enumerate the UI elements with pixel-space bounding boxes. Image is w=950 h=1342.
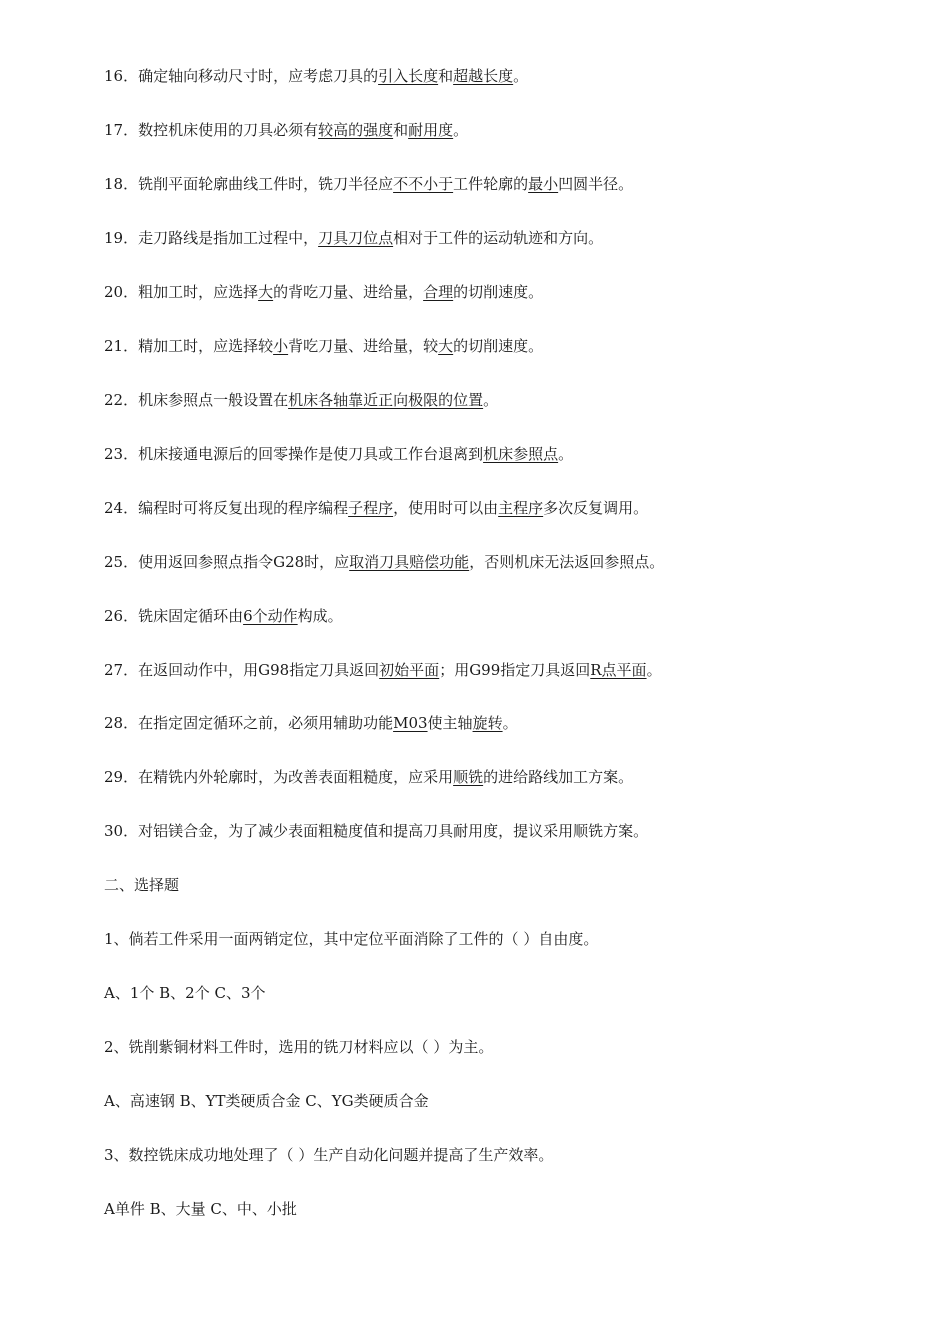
text-segment: 29．在精铣内外轮廓时，为改善表面粗糙度，应采用 [104,768,454,786]
fill-item-16 [104,66,920,86]
fill-item-26 [104,606,920,626]
text-segment: 的切削速度。 [453,337,544,355]
text-segment: 23．机床接通电源后的回零操作是使刀具或工作台退离到 [104,445,484,463]
text-segment: 的进给路线加工方案。 [483,768,634,786]
fill-item-30 [104,821,920,841]
text-segment: 20．粗加工时，应选择 [104,283,259,301]
text-segment: 27．在返回动作中，用G98指定刀具返回 [104,661,380,679]
answer-underlined: M03 [393,714,428,732]
fill-item-17 [104,120,920,140]
text-segment: 22．机床参照点一般设置在 [104,391,289,409]
fill-item-21 [104,336,920,356]
text-segment: 17．数控机床使用的刀具必须有 [104,121,319,139]
text-segment: 。 [453,121,469,139]
fill-item-23 [104,444,920,464]
text-segment: 和 [393,121,409,139]
answer-underlined: 刀具刀位点 [318,229,394,247]
answer-underlined: 合理 [423,283,454,301]
answer-underlined: 旋转 [472,714,503,732]
fill-item-20 [104,282,920,302]
text-segment: 。 [558,445,574,463]
answer-underlined: 主程序 [498,499,544,517]
text-segment: 28．在指定固定循环之前，必须用辅助功能 [104,714,394,732]
text-segment: 的切削速度。 [453,283,544,301]
text-segment: 和 [438,67,454,85]
text-segment: 相对于工件的运动轨迹和方向。 [393,229,604,247]
text-segment: 。 [513,67,529,85]
text-segment: 使主轴 [427,714,473,732]
text-segment: 凹圆半径。 [558,175,634,193]
fill-item-29 [104,767,920,787]
text-segment: ，使用时可以由 [393,499,499,517]
fill-item-25 [104,552,920,572]
text-segment: 工件轮廓的 [453,175,529,193]
text-segment: 24．编程时可将反复出现的程序编程 [104,499,349,517]
answer-underlined: 子程序 [348,499,394,517]
answer-underlined: 超越长度 [453,67,514,85]
fill-item-18 [104,174,920,194]
text-segment: 30．对铝镁合金，为了减少表面粗糙度值和提高刀具耐用度，提议采用顺铣方案。 [104,822,649,840]
answer-underlined: 初始平面 [379,661,440,679]
answer-underlined: 最小 [528,175,559,193]
answer-underlined: 大 [438,337,454,355]
text-segment: 的背吃刀量、进给量， [273,283,424,301]
fill-item-22 [104,390,920,410]
answer-underlined: 顺铣 [453,768,484,786]
answer-underlined: 小 [273,337,289,355]
fill-item-28 [104,713,920,733]
fill-item-27 [104,660,920,680]
answer-underlined: 取消刀具赔偿功能 [349,553,470,571]
text-segment: 18．铣削平面轮廓曲线工件时，铣刀半径应 [104,175,394,193]
text-segment: 。 [502,714,518,732]
answer-underlined: 不不小于 [393,175,454,193]
answer-underlined: 较高的强度 [318,121,394,139]
section-heading: 二、选择题 [104,876,180,894]
answer-underlined: 大 [258,283,274,301]
choice-question-1: 1、倘若工件采用一面两销定位，其中定位平面消除了工件的（ ）自由度。 [104,930,599,948]
text-segment: 16．确定轴向移动尺寸时，应考虑刀具的 [104,67,379,85]
choice-question-2: 2、铣削紫铜材料工件时，选用的铣刀材料应以（ ）为主。 [104,1038,494,1056]
text-segment: ；用G99指定刀具返回 [439,661,591,679]
text-segment: ，否则机床无法返回参照点。 [469,553,665,571]
text-segment: 21．精加工时，应选择较 [104,337,274,355]
choice-question-3: 3、数控铣床成功地处理了（ ）生产自动化问题并提高了生产效率。 [104,1146,554,1164]
answer-underlined: 机床参照点 [483,445,559,463]
choice-options-1: A、1个 B、2个 C、3个 [104,984,266,1002]
fill-item-24 [104,498,920,518]
text-segment: 19．走刀路线是指加工过程中， [104,229,319,247]
answer-underlined: 机床各轴靠近正向极限的位置 [288,391,484,409]
answer-underlined: 引入长度 [378,67,439,85]
text-segment: 25．使用返回参照点指令G28时，应 [104,553,350,571]
answer-underlined: 耐用度 [408,121,454,139]
answer-underlined: 6个动作 [243,607,298,625]
text-segment: 。 [646,661,662,679]
fill-item-19 [104,228,920,248]
text-segment: 构成。 [297,607,343,625]
text-segment: 26．铣床固定循环由 [104,607,244,625]
text-segment: 背吃刀量、进给量，较 [288,337,439,355]
text-segment: 多次反复调用。 [543,499,649,517]
choice-options-2: A、高速钢 B、YT类硬质合金 C、YG类硬质合金 [104,1092,429,1110]
choice-options-3: A单件 B、大量 C、中、小批 [104,1200,297,1218]
answer-underlined: R点平面 [590,661,647,679]
text-segment: 。 [483,391,499,409]
